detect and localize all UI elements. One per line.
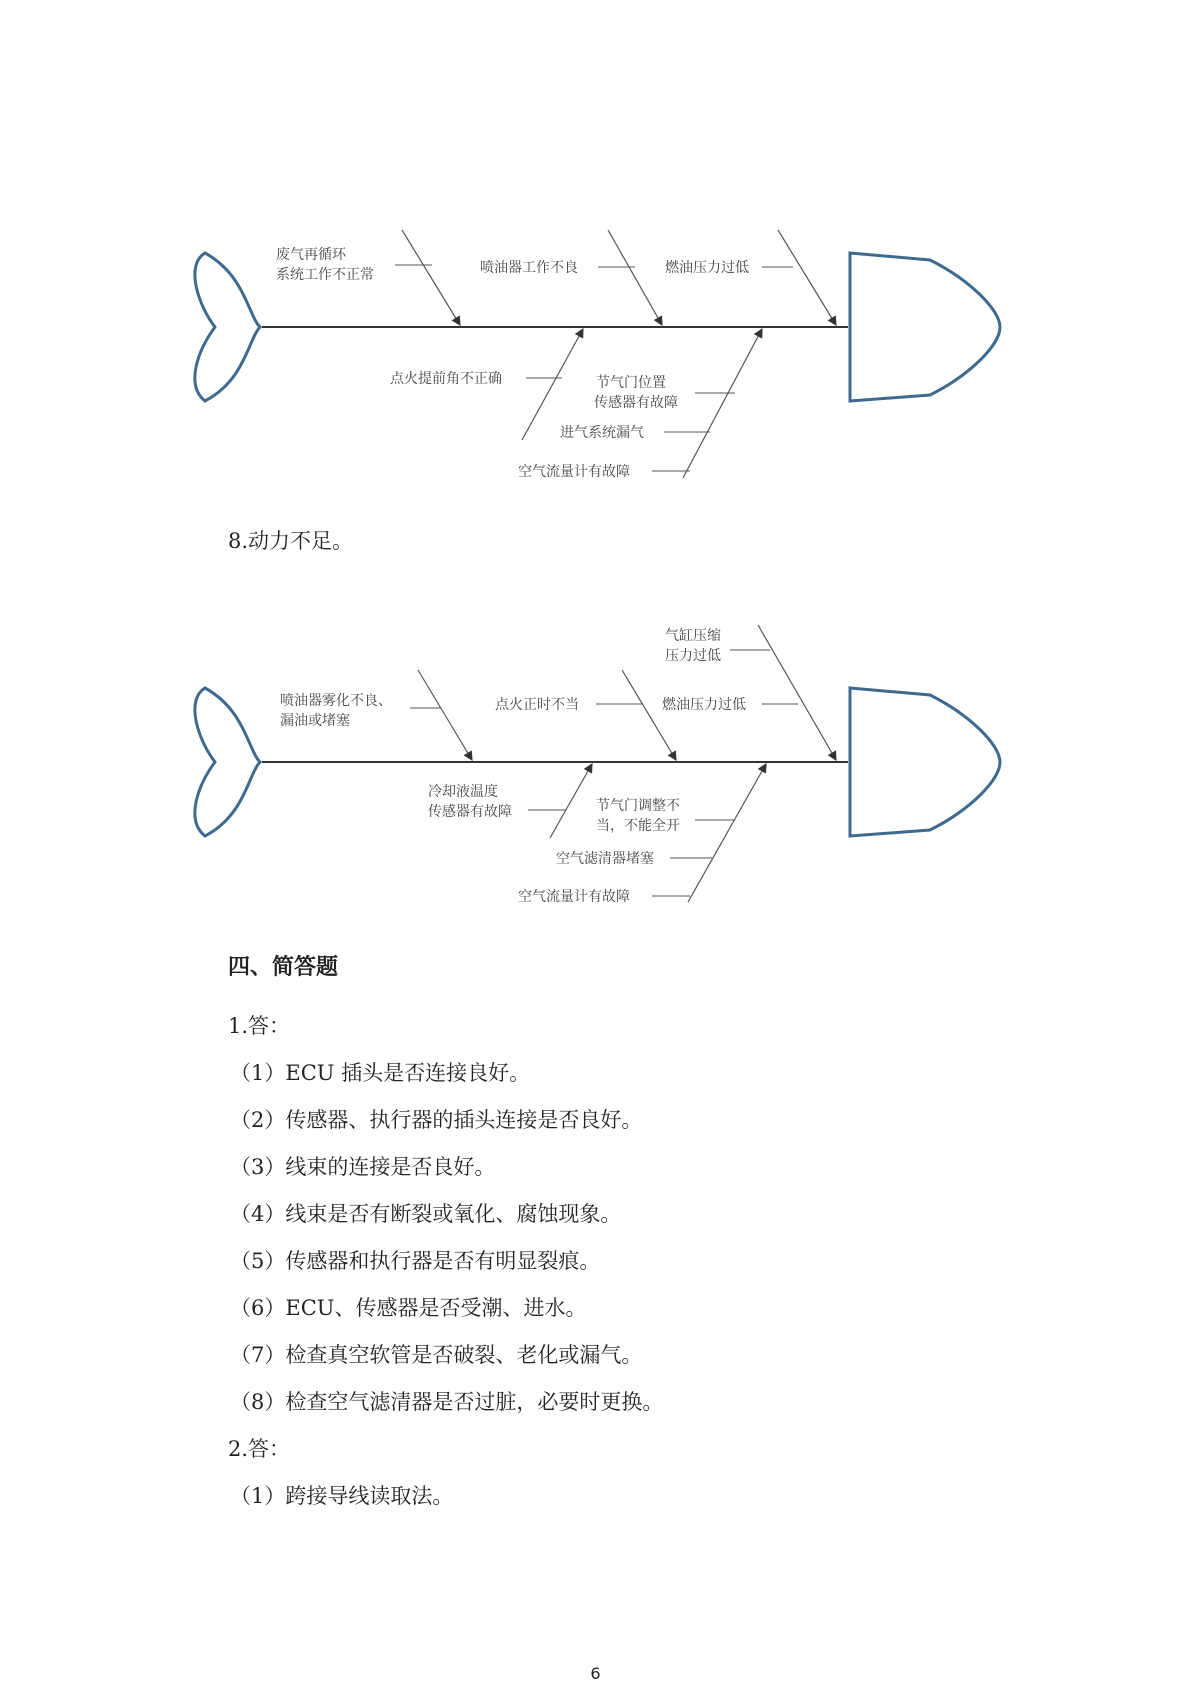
answer-2-item-1: （1）跨接导线读取法。 [230,1484,454,1508]
bone-throttle-group [683,329,762,478]
fish-tail-2 [195,688,260,836]
bone-injector-2 [418,670,472,760]
label-injector: 喷油器工作不良 [480,260,578,276]
bone-exhaust [402,230,460,325]
label-throttle-2-line2: 当，不能全开 [596,818,680,834]
label-throttle-2-line1: 节气门调整不 [596,798,680,814]
answer-1-item-8: （8）检查空气滤清器是否过脏，必要时更换。 [230,1390,664,1414]
label-air-filter: 空气滤清器堵塞 [556,851,654,867]
answer-1-item-7: （7）检查真空软管是否破裂、老化或漏气。 [230,1343,643,1367]
caption-power-shortage: 8.动力不足。 [228,529,354,553]
answer-1-item-5: （5）传感器和执行器是否有明显裂痕。 [230,1249,601,1273]
label-coolant-line2: 传感器有故障 [428,804,512,820]
fishbone-diagram-1 [0,215,1191,495]
label-cylinder-line2: 压力过低 [665,648,721,664]
label-exhaust-line2: 系统工作不正常 [276,267,374,283]
label-fuel-pressure-2: 燃油压力过低 [662,697,746,713]
label-injector-2-line1: 喷油器雾化不良、 [280,693,392,709]
label-coolant-line1: 冷却液温度 [428,784,498,800]
fish-tail-1 [195,253,260,401]
fish-head-2 [850,688,1000,836]
fishbone-diagram-2 [0,610,1191,910]
label-throttle-line2: 传感器有故障 [594,395,678,411]
label-ignition: 点火提前角不正确 [390,371,502,387]
answer-2-label: 2.答： [228,1437,291,1461]
bone-fuel-pressure [778,230,836,325]
label-cylinder-line1: 气缸压缩 [665,628,721,644]
page-number: 6 [590,1664,601,1683]
bone-cylinder-fuel [758,625,836,760]
answer-1-item-6: （6）ECU、传感器是否受潮、进水。 [230,1296,587,1320]
bone-coolant [550,764,592,838]
label-throttle-line1: 节气门位置 [596,375,666,391]
answer-1-item-2: （2）传感器、执行器的插头连接是否良好。 [230,1108,643,1132]
answer-1-label: 1.答： [228,1014,291,1038]
label-airflow-2: 空气流量计有故障 [518,889,630,905]
answer-1-item-1: （1）ECU 插头是否连接良好。 [230,1061,531,1085]
label-fuel-pressure: 燃油压力过低 [665,260,749,276]
fishbone-2-svg [0,610,1191,910]
bone-injector [608,230,662,325]
fishbone-1-svg [0,215,1191,495]
bone-throttle-group-2 [688,764,766,902]
label-ignition-timing: 点火正时不当 [495,697,579,713]
label-injector-2-line2: 漏油或堵塞 [280,713,350,729]
label-exhaust-line1: 废气再循环 [276,247,346,263]
section-title-short-answer: 四、简答题 [228,955,339,980]
bone-ignition [522,329,583,440]
label-intake-leak: 进气系统漏气 [560,425,644,441]
label-airflow: 空气流量计有故障 [518,464,630,480]
bone-ignition-timing [622,670,676,760]
fish-head-1 [850,253,1000,401]
answer-1-item-3: （3）线束的连接是否良好。 [230,1155,496,1179]
answer-1-item-4: （4）线束是否有断裂或氧化、腐蚀现象。 [230,1202,622,1226]
